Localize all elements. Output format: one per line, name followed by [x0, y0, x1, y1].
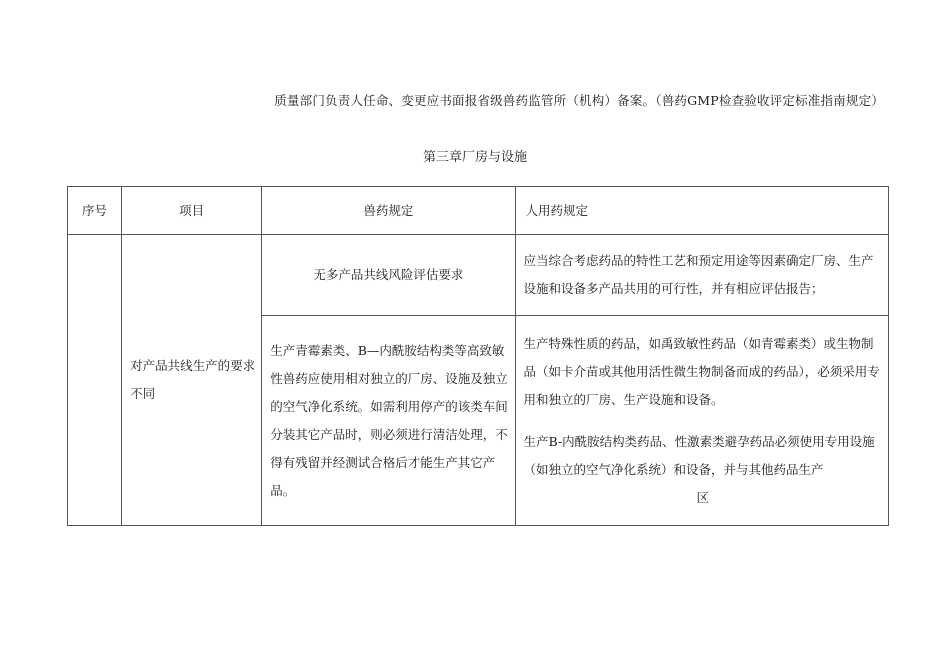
human-rule-a-cell: 应当综合考虑药品的特性工艺和预定用途等因素确定厂房、生产设施和设备多产品共用的可行性，并有相应评估报告； [515, 235, 888, 316]
vet-rule-a-cell: 无多产品共线风险评估要求 [262, 235, 515, 316]
header-item: 项目 [122, 187, 262, 235]
comparison-table [67, 186, 889, 526]
human-rule-b-cell [515, 316, 888, 526]
human-rule-b-paragraph-2: 生产B-内酰胺结构类药品、性激素类避孕药品必须使用专用设施（如独立的空气净化系统）和设备，并与其他药品生产 [523, 433, 875, 477]
row-item-cell: 对产品共线生产的要求不同 [122, 235, 262, 526]
table-header-row [68, 187, 889, 235]
table-row [68, 235, 889, 316]
human-rule-b-paragraph-3: 区 [696, 489, 710, 505]
intro-paragraph: 质量部门负责人任命、变更应书面报省级兽药监管所（机构）备案。（兽药GMP检查验收评定标准指南规定） [274, 93, 884, 108]
header-human: 人用药规定 [515, 187, 888, 235]
chapter-title: 第三章厂房与设施 [422, 150, 527, 165]
paragraph-gap [524, 414, 882, 428]
human-rule-b-paragraph-1: 生产特殊性质的药品，如禹致敏性药品（如青霉素类）或生物制品（如卡介苗或其他用活性微生物制备而成的药品），必须采用专用和独立的厂房、生产设施和设备。 [523, 335, 880, 407]
header-num: 序号 [68, 187, 122, 235]
vet-rule-b-cell: 生产青霉素类、B—内酰胺结构类等高致敏性兽药应使用相对独立的厂房、设施及独立的空气净化系统。如需利用停产的该类车间分装其它产品时，则必须进行清洁处理，不得有残留并经测试合格后才能生产其它产品。 [262, 316, 515, 526]
header-vet: 兽药规定 [262, 187, 515, 235]
row-num-cell [68, 235, 122, 526]
